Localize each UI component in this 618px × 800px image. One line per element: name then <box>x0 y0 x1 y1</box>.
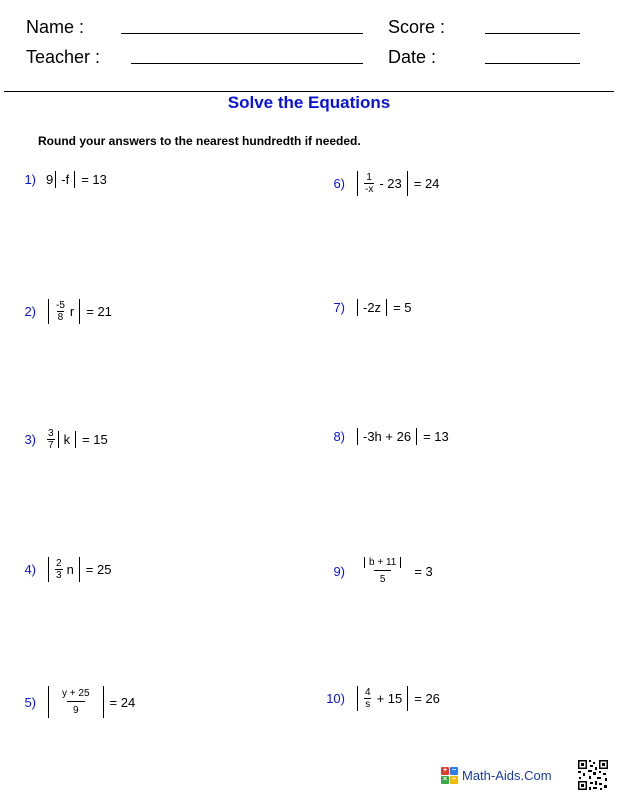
brand-logo[interactable] <box>441 767 552 784</box>
absolute-value <box>357 686 408 711</box>
problem-number: 1) <box>24 172 36 187</box>
equation-rhs: = 3 <box>414 563 433 579</box>
absolute-value <box>48 557 80 582</box>
name-label: Name : <box>26 17 85 37</box>
abs-rest: - 23 <box>379 176 402 191</box>
header-divider <box>4 91 614 92</box>
calculator-operations-icon: + − × ÷ <box>442 767 457 783</box>
equation-rhs: = 25 <box>85 562 112 577</box>
numerator: 4 <box>365 687 371 698</box>
absolute-value <box>58 431 77 448</box>
variable: n <box>66 562 74 577</box>
score-field[interactable] <box>485 33 580 34</box>
qr-code-icon <box>577 759 609 791</box>
problem-2 <box>18 299 112 324</box>
denominator: s <box>365 699 371 710</box>
problem-1 <box>18 171 107 188</box>
equation-rhs: = 5 <box>393 300 412 315</box>
score-label: Score : <box>388 17 446 37</box>
date-field[interactable] <box>485 63 580 64</box>
abs-inner: b + 11 <box>369 557 397 568</box>
variable: r <box>69 304 75 319</box>
denominator: -x <box>365 184 374 195</box>
numerator <box>356 557 409 570</box>
worksheet-title: Solve the Equations <box>227 93 391 112</box>
numerator: y + 25 <box>62 688 90 699</box>
denominator: 3 <box>56 570 62 581</box>
equation-rhs: = 13 <box>81 172 107 187</box>
fraction <box>55 558 63 581</box>
abs-inner: -f <box>61 172 70 187</box>
denominator: 5 <box>374 570 392 585</box>
brand-name: Math-Aids.Com <box>462 768 552 783</box>
teacher-label: Teacher : <box>26 47 101 67</box>
fraction <box>55 300 66 323</box>
teacher-field[interactable] <box>131 63 363 64</box>
numerator: 3 <box>48 428 54 439</box>
abs-rest: + 15 <box>376 691 403 706</box>
problem-5 <box>18 686 135 718</box>
numerator: 2 <box>56 558 62 569</box>
problem-number: 4) <box>24 562 36 577</box>
problem-9 <box>320 557 433 585</box>
name-field[interactable] <box>121 33 363 34</box>
problem-10 <box>320 686 440 711</box>
equation-rhs: = 13 <box>423 429 449 444</box>
abs-inner: k <box>63 432 71 447</box>
fraction <box>364 687 372 710</box>
problem-number: 8) <box>333 429 345 444</box>
problem-4 <box>18 557 111 582</box>
numerator: -5 <box>56 300 65 311</box>
absolute-value <box>357 428 417 445</box>
numerator: 1 <box>366 172 372 183</box>
problem-number: 9) <box>333 563 345 579</box>
problem-number: 7) <box>333 300 345 315</box>
problem-3 <box>18 428 108 451</box>
absolute-value <box>55 171 75 188</box>
absolute-value <box>364 557 401 568</box>
fraction <box>47 428 55 451</box>
problem-number: 6) <box>333 176 345 191</box>
problem-number: 10) <box>326 691 345 706</box>
coefficient: 9 <box>46 172 54 187</box>
absolute-value <box>48 299 80 324</box>
absolute-value <box>48 686 104 718</box>
equation-rhs: = 15 <box>82 432 108 447</box>
problem-7 <box>320 299 412 316</box>
problem-6 <box>320 171 439 196</box>
equation-rhs: = 26 <box>414 691 440 706</box>
denominator: 9 <box>67 701 85 716</box>
date-label: Date : <box>388 47 437 67</box>
abs-inner: -2z <box>363 300 382 315</box>
equation-rhs: = 21 <box>86 304 112 319</box>
problem-8 <box>320 428 449 445</box>
denominator: 8 <box>57 312 64 323</box>
equation-rhs: = 24 <box>109 694 136 710</box>
problem-number: 2) <box>24 304 36 319</box>
fraction <box>356 557 409 585</box>
abs-inner: -3h + 26 <box>363 429 412 444</box>
absolute-value <box>357 299 387 316</box>
fraction <box>56 688 96 716</box>
equation-rhs: = 24 <box>413 176 440 191</box>
problem-number: 3) <box>24 432 36 447</box>
problem-number: 5) <box>24 694 36 710</box>
absolute-value <box>357 171 408 196</box>
instructions: Round your answers to the nearest hundredth if needed. <box>38 134 361 148</box>
denominator: 7 <box>48 440 54 451</box>
fraction <box>364 172 374 195</box>
